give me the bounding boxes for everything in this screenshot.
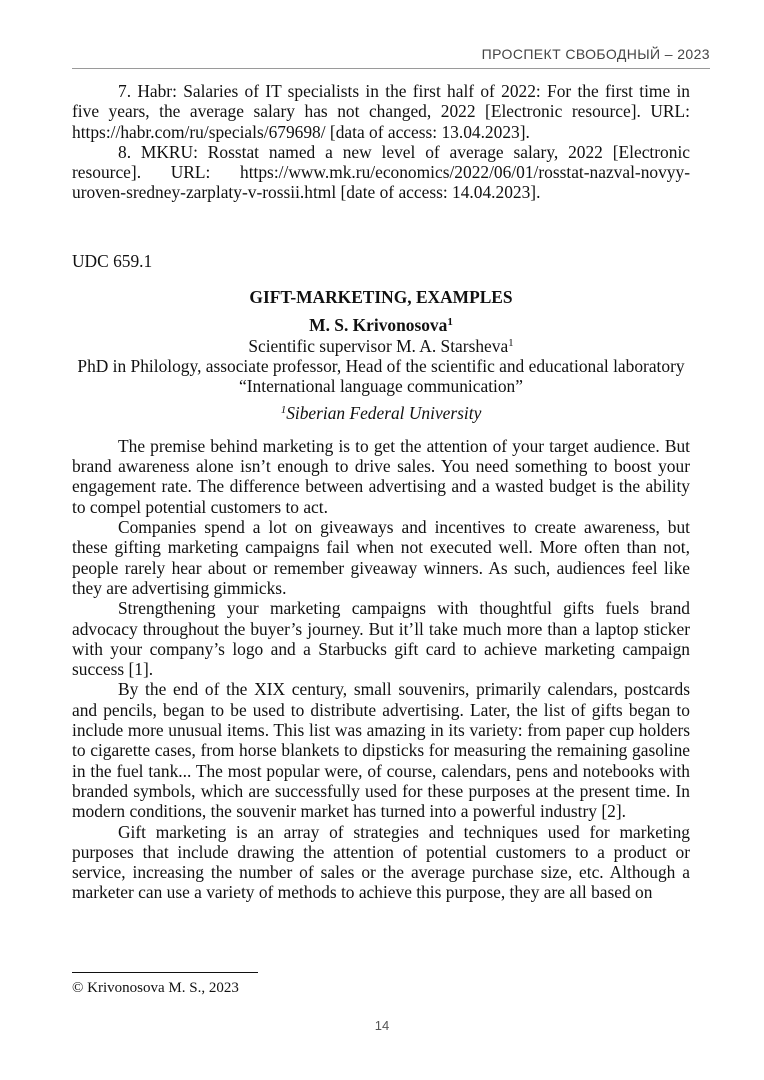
supervisor-line bbox=[72, 336, 690, 356]
article-body bbox=[72, 436, 690, 903]
supervisor-position: PhD in Philology, associate professor, Head of the scientific and educational laboratory “International language communication” bbox=[77, 355, 685, 397]
affiliation-superscript: 1 bbox=[280, 403, 287, 416]
copyright-footnote: © Krivonosova M. S., 2023 bbox=[72, 980, 239, 996]
article-title: GIFT-MARKETING, EXAMPLES bbox=[249, 287, 513, 308]
footnote-divider bbox=[72, 972, 258, 973]
udc-code: UDC 659.1 bbox=[72, 250, 153, 271]
body-paragraph: By the end of the XIX century, small souvenirs, primarily calendars, postcards and pencils, began to be used to distribute advertising. Later, the list of gifts began to include more unusual items. This list was amazing in its variety: from paper cup holders to cigarette cases, from horse blankets to dipsticks for measuring the remaining gasoline in the fuel tank... The most popular were, of course, calendars, pens and notebooks with branded symbols, which are successfully used for these purposes at the present time. In modern conditions, the souvenir market has turned into a powerful industry [2]. bbox=[72, 679, 690, 822]
body-paragraph: The premise behind marketing is to get the attention of your target audience. But brand awareness alone isn’t enough to drive sales. You need something to boost your engagement rate. The difference between advertising and a wasted budget is the ability to compel potential customers to act. bbox=[72, 435, 690, 517]
running-title: ПРОСПЕКТ СВОБОДНЫЙ – 2023 bbox=[481, 46, 710, 62]
page-number: 14 bbox=[374, 1018, 390, 1033]
affiliation-name: Siberian Federal University bbox=[286, 402, 482, 423]
page-content bbox=[72, 81, 690, 903]
body-paragraph: Gift marketing is an array of strategies and techniques used for marketing purposes that include drawing the attention of potential customers to a product or service, increasing the number of sales or the average purchase size, etc. Although a marketer can use a variety of methods to achieve this purpose, they are all based on bbox=[72, 821, 690, 903]
running-header bbox=[72, 42, 710, 69]
body-paragraph: Strengthening your marketing campaigns with thoughtful gifts fuels brand advocacy throughout the buyer’s journey. But it’ll take much more than a laptop sticker with your company’s logo and a Starbucks gift card to achieve marketing campaign success [1]. bbox=[72, 598, 690, 680]
body-paragraph: Companies spend a lot on giveaways and incentives to create awareness, but these gifting marketing campaigns fail when not executed well. More often than not, people rarely hear about or remember giveaway winners. As such, audiences feel like they are advertising gimmicks. bbox=[72, 517, 690, 598]
author-line bbox=[72, 315, 690, 335]
author-name: M. S. Krivonosova bbox=[309, 315, 448, 336]
reference-8: 8. MKRU: Rosstat named a new level of average salary, 2022 [Electronic resource]. URL: https://www.mk.ru/economics/2022/06/01/rosstat-nazval-novyy-uroven-sredney-zarplaty-v-rossii.html [date of access: 14.04.2023]. bbox=[72, 141, 690, 203]
affiliation-line bbox=[72, 403, 690, 423]
author-superscript: 1 bbox=[447, 316, 453, 329]
supervisor-superscript: 1 bbox=[508, 336, 514, 349]
supervisor-name: Scientific supervisor M. A. Starsheva bbox=[248, 335, 509, 356]
reference-7: 7. Habr: Salaries of IT specialists in the first half of 2022: For the first time in five years, the average salary has not changed, 2022 [Electronic resource]. URL: https://habr.com/ru/specials/679698/ [data of access: 13.04.2023]. bbox=[72, 81, 690, 142]
